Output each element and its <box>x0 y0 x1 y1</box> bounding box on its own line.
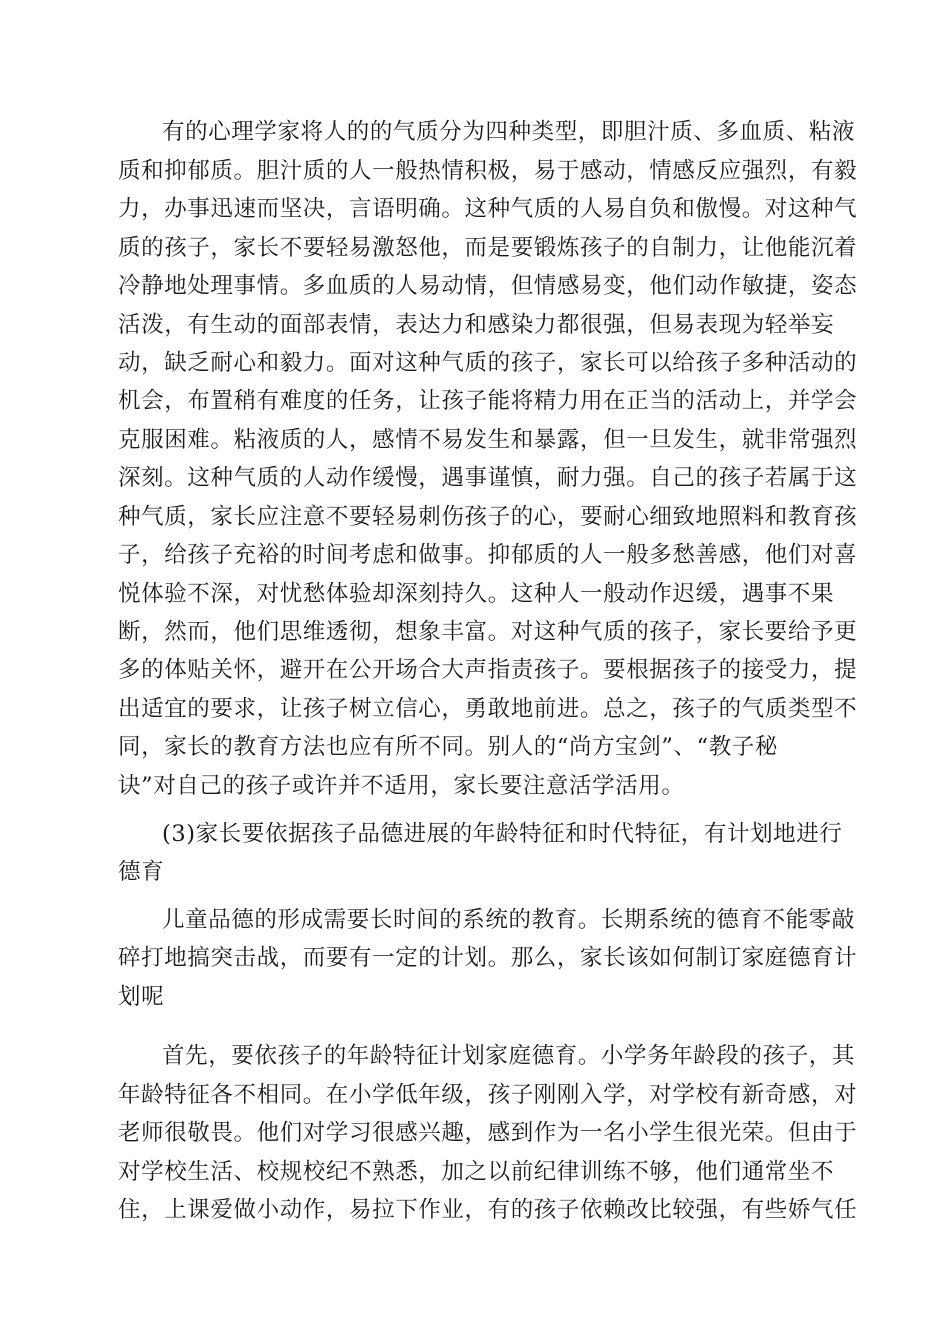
paragraph-1-line-11: 种气质，家长应注意不要轻易刺伤孩子的心，要耐心细致地照料和教育孩 <box>118 504 858 530</box>
paragraph-1-line-10: 深刻。这种气质的人动作缓慢，遇事谨慎，耐力强。自己的孩子若属于这 <box>118 465 858 491</box>
paragraph-1-line-9: 克服困难。粘液质的人，感情不易发生和暴露，但一旦发生，就非常强烈 <box>118 427 858 453</box>
paragraph-4-line-3: 老师很敬畏。他们对学习很感兴趣，感到作为一名小学生很光荣。但由于 <box>118 1120 858 1146</box>
paragraph-1-line-18: 诀”对自己的孩子或许并不适用，家长要注意活学活用。 <box>118 773 685 799</box>
paragraph-3-line-2: 碎打地搞突击战，而要有一定的计划。那么，家长该如何制订家庭德育计 <box>118 945 858 971</box>
paragraph-1-line-15: 多的体贴关怀，避开在公开场合大声指责孩子。要根据孩子的接受力，提 <box>118 657 858 683</box>
paragraph-1-line-17: 同，家长的教育方法也应有所不同。别人的“尚方宝剑”、“教子秘 <box>118 734 779 760</box>
paragraph-1-line-5: 冷静地处理事情。多血质的人易动情，但情感易变，他们动作敏捷，姿态 <box>118 273 858 299</box>
paragraph-3-line-1: 儿童品德的形成需要长时间的系统的教育。长期系统的德育不能零敲 <box>162 907 856 933</box>
paragraph-1-line-7: 动，缺乏耐心和毅力。面对这种气质的孩子，家长可以给孩子多种活动的 <box>118 350 858 376</box>
paragraph-4-line-4: 对学校生活、校规校纪不熟悉，加之以前纪律训练不够，他们通常坐不 <box>118 1159 835 1185</box>
paragraph-1-line-16: 出适宜的要求，让孩子树立信心，勇敢地前进。总之，孩子的气质类型不 <box>118 696 858 722</box>
paragraph-1-line-3: 力，办事迅速而坚决，言语明确。这种气质的人易自负和傲慢。对这种气 <box>118 196 858 222</box>
paragraph-1-line-2: 质和抑郁质。胆汁质的人一般热情积极，易于感动，情感反应强烈，有毅 <box>118 158 858 184</box>
paragraph-4-line-1: 首先，要依孩子的年龄特征计划家庭德育。小学务年龄段的孩子，其 <box>162 1043 856 1069</box>
paragraph-1-line-1: 有的心理学家将人的的气质分为四种类型，即胆汁质、多血质、粘液 <box>162 119 856 145</box>
paragraph-3-line-3: 划呢 <box>118 984 165 1010</box>
section-heading-line-2: 德育 <box>118 859 165 885</box>
section-heading-line-1: (3)家长要依据孩子品德进展的年龄特征和时代特征，有计划地进行 <box>162 821 843 847</box>
paragraph-4-line-5: 住，上课爱做小动作，易拉下作业，有的孩子依赖改比较强，有些娇气任 <box>118 1197 858 1223</box>
paragraph-1-line-8: 机会，布置稍有难度的任务，让孩子能将精力用在正当的活动上，并学会 <box>118 388 858 414</box>
paragraph-1-line-13: 悦体验不深，对忧愁体验却深刻持久。这种人一般动作迟缓，遇事不果 <box>118 581 835 607</box>
paragraph-1-line-12: 子，给孩子充裕的时间考虑和做事。抑郁质的人一般多愁善感，他们对喜 <box>118 542 858 568</box>
paragraph-1-line-4: 质的孩子，家长不要轻易激怒他，而是要锻炼孩子的自制力，让他能沉着 <box>118 235 858 261</box>
paragraph-1-line-6: 活泼，有生动的面部表情，表达力和感染力都很强，但易表现为轻举妄 <box>118 312 835 338</box>
paragraph-1-line-14: 断，然而，他们思维透彻，想象丰富。对这种气质的孩子，家长要给予更 <box>118 619 858 645</box>
paragraph-4-line-2: 年龄特征各不相同。在小学低年级，孩子刚刚入学，对学校有新奇感，对 <box>118 1082 858 1108</box>
